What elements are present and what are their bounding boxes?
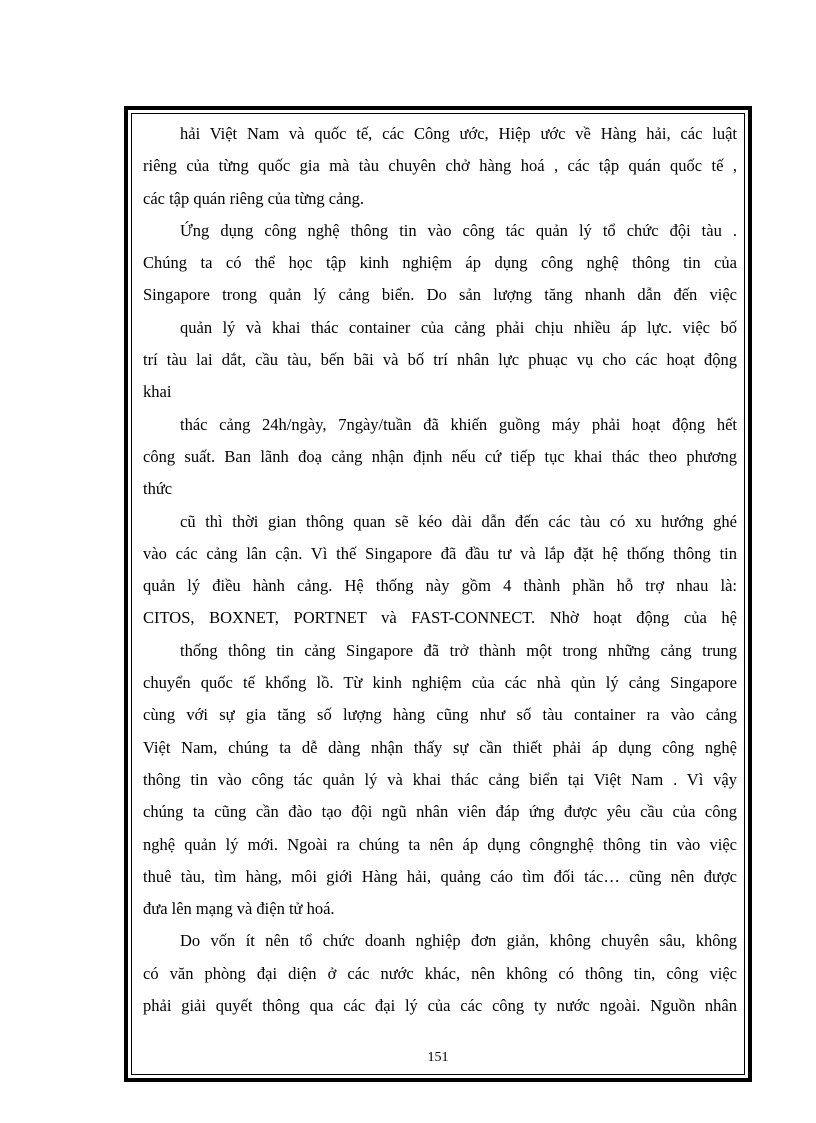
text-line: riêng của từng quốc gia mà tàu chuyên chở hàng hoá , các tập quán quốc tế , bbox=[143, 156, 737, 176]
text-line: Việt Nam, chúng ta dễ dàng nhận thấy sự cần thiết phải áp dụng công nghệ bbox=[143, 737, 737, 757]
text-line: thuê tàu, tìm hàng, môi giới Hàng hải, quảng cáo tìm đối tác… cũng nên được bbox=[143, 866, 737, 886]
text-line: thống thông tin cảng Singapore đã trở thành một trong những cảng trung bbox=[180, 640, 737, 660]
text-line: đưa lên mạng và điện tử hoá. bbox=[143, 899, 335, 919]
text-line: chuyển quốc tế khổng lồ. Từ kinh nghiệm của các nhà qủn lý cảng Singapore bbox=[143, 673, 737, 693]
text-line: vào các cảng lân cận. Vì thế Singapore đã đầu tư và lắp đặt hệ thống thông tin bbox=[143, 543, 737, 563]
text-line: thức bbox=[143, 479, 173, 499]
text-line: cùng với sự gia tăng số lượng hàng cũng như số tàu container ra vào cảng bbox=[143, 705, 737, 725]
text-line: có văn phòng đại diện ở các nước khác, nên không có thông tin, công việc bbox=[143, 963, 737, 983]
page-border-outer bbox=[124, 106, 752, 1082]
page-number: 151 bbox=[427, 1050, 449, 1065]
text-line: Do vốn ít nên tổ chức doanh nghiệp đơn giản, không chuyên sâu, không bbox=[180, 931, 737, 951]
text-line: quản lý và khai thác container của cảng phải chịu nhiều áp lực. việc bố bbox=[180, 317, 737, 337]
text-line: hải Việt Nam và quốc tế, các Công ước, Hiệp ước về Hàng hải, các luật bbox=[180, 124, 737, 143]
text-line: Chúng ta có thể học tập kinh nghiệm áp dụng công nghệ thông tin của bbox=[143, 253, 737, 273]
text-line: thông tin vào công tác quản lý và khai thác cảng biển tại Việt Nam . Vì vậy bbox=[143, 769, 737, 789]
text-line: Singapore trong quản lý cảng biển. Do sản lượng tăng nhanh dẫn đến việc bbox=[143, 285, 737, 305]
text-line: khai bbox=[143, 382, 172, 402]
text-line: CITOS, BOXNET, PORTNET và FAST-CONNECT. Nhờ hoạt động của hệ bbox=[143, 608, 737, 628]
page-border-inner bbox=[131, 113, 745, 1075]
text-line: trí tàu lai dắt, cầu tàu, bến bãi và bố trí nhân lực phuạc vụ cho các hoạt động bbox=[143, 350, 737, 370]
text-line: thác cảng 24h/ngày, 7ngày/tuần đã khiến guồng máy phải hoạt động hết bbox=[180, 414, 737, 434]
body-text bbox=[143, 118, 737, 1022]
text-line: công suất. Ban lãnh đoạ cảng nhận định nếu cứ tiếp tục khai thác theo phương bbox=[143, 446, 737, 466]
text-line: Ứng dụng công nghệ thông tin vào công tác quản lý tổ chức đội tàu . bbox=[180, 220, 737, 240]
text-line: phải giải quyết thông qua các đại lý của các công ty nước ngoài. Nguồn nhân bbox=[143, 996, 737, 1016]
text-line: chúng ta cũng cần đào tạo đội ngũ nhân viên đáp ứng được yêu cầu của công bbox=[143, 802, 737, 822]
text-line: các tập quán riêng của từng cảng. bbox=[143, 188, 365, 208]
text-line: cũ thì thời gian thông quan sẽ kéo dài dẫn đến các tàu có xu hướng ghé bbox=[180, 511, 737, 531]
text-line: quản lý điều hành cảng. Hệ thống này gồm 4 thành phần hỗ trợ nhau là: bbox=[143, 576, 737, 596]
text-line: nghệ quản lý mới. Ngoài ra chúng ta nên áp dụng côngnghệ thông tin vào việc bbox=[143, 834, 737, 854]
